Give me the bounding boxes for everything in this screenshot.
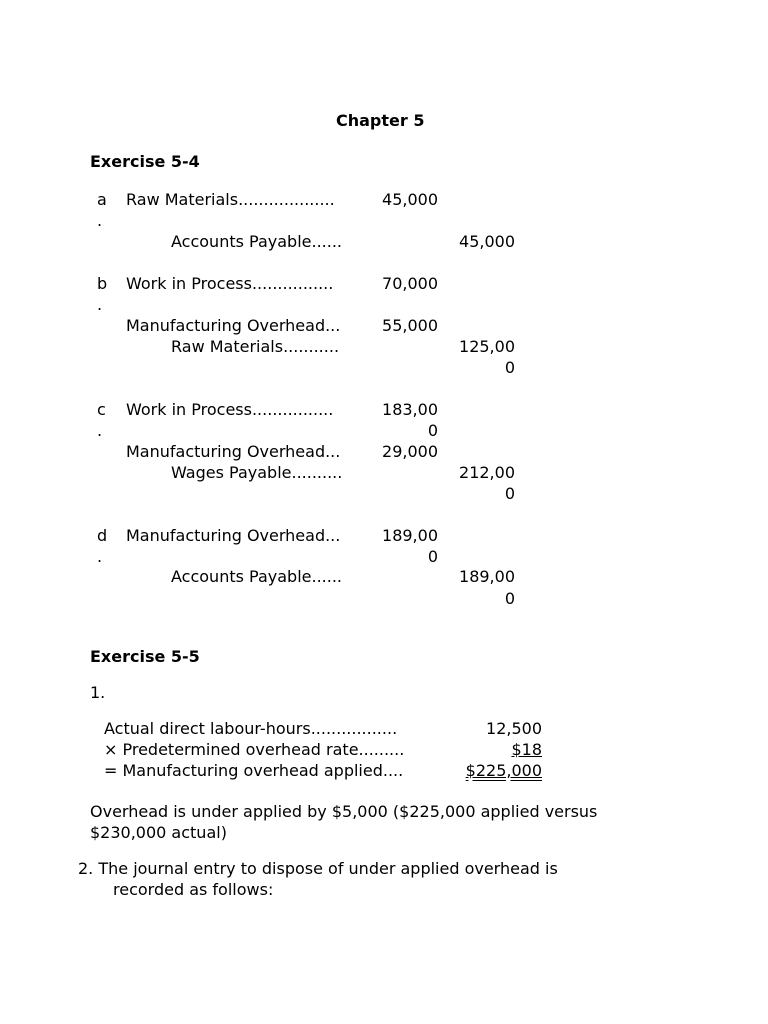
entry-d-dot: . (97, 547, 103, 566)
entry-c-letter: c (97, 400, 106, 419)
entry-c-debit-amount-2: 29,000 (382, 442, 438, 461)
calc-applied-value: $225,000 (465, 761, 542, 780)
calc-rate-label: × Predetermined overhead rate......... (104, 740, 405, 759)
chapter-title: Chapter 5 (336, 111, 425, 130)
entry-a-credit-amount: 45,000 (459, 232, 515, 251)
entry-d-credit-account: Accounts Payable...... (171, 567, 342, 586)
part-2-line-2: recorded as follows: (113, 880, 274, 899)
entry-b-credit-amount-part2: 0 (504, 358, 515, 377)
entry-c-credit-amount-part2: 0 (504, 484, 515, 503)
entry-c-debit-amount-1-part2: 0 (427, 421, 438, 440)
entry-c-debit-account-1: Work in Process................ (126, 400, 334, 419)
calc-labour-hours-label: Actual direct labour-hours................. (104, 719, 398, 738)
entry-d-debit-amount-part2: 0 (427, 547, 438, 566)
entry-a-credit-account: Accounts Payable...... (171, 232, 342, 251)
entry-d-credit-amount-part1: 189,00 (459, 567, 515, 586)
calc-applied-value-container (452, 760, 542, 781)
entry-a-letter: a (97, 190, 107, 209)
entry-b-debit-amount-2: 55,000 (382, 316, 438, 335)
exercise-5-4-heading: Exercise 5-4 (90, 152, 200, 171)
entry-b-debit-amount-1: 70,000 (382, 274, 438, 293)
entry-d-debit-amount-part1: 189,00 (382, 526, 438, 545)
calc-rate-value: $18 (511, 740, 542, 759)
entry-b-debit-account-2: Manufacturing Overhead... (126, 316, 341, 335)
entry-b-credit-account: Raw Materials........... (171, 337, 340, 356)
entry-c-credit-account: Wages Payable.......... (171, 463, 343, 482)
entry-c-credit-amount-part1: 212,00 (459, 463, 515, 482)
part-2-line-1: 2. The journal entry to dispose of under applied overhead is (78, 859, 558, 878)
part-1-number: 1. (90, 683, 106, 702)
entry-a-debit-account: Raw Materials................... (126, 190, 335, 209)
underapplied-note-line-2: $230,000 actual) (90, 823, 227, 842)
underapplied-note-line-1: Overhead is under applied by $5,000 ($225,000 applied versus (90, 802, 598, 821)
calc-rate-value-container (452, 739, 542, 760)
entry-b-credit-amount-part1: 125,00 (459, 337, 515, 356)
entry-d-letter: d (97, 526, 108, 545)
entry-d-credit-amount-part2: 0 (504, 589, 515, 608)
exercise-5-5-heading: Exercise 5-5 (90, 647, 200, 666)
entry-c-debit-account-2: Manufacturing Overhead... (126, 442, 341, 461)
entry-b-dot: . (97, 295, 103, 314)
entry-a-dot: . (97, 211, 103, 230)
calc-applied-label: = Manufacturing overhead applied.... (104, 761, 404, 780)
entry-d-debit-account: Manufacturing Overhead... (126, 526, 341, 545)
entry-c-dot: . (97, 421, 103, 440)
entry-c-debit-amount-1-part1: 183,00 (382, 400, 438, 419)
entry-a-debit-amount: 45,000 (382, 190, 438, 209)
calc-labour-hours-value: 12,500 (486, 719, 542, 738)
entry-b-debit-account-1: Work in Process................ (126, 274, 334, 293)
entry-b-letter: b (97, 274, 108, 293)
